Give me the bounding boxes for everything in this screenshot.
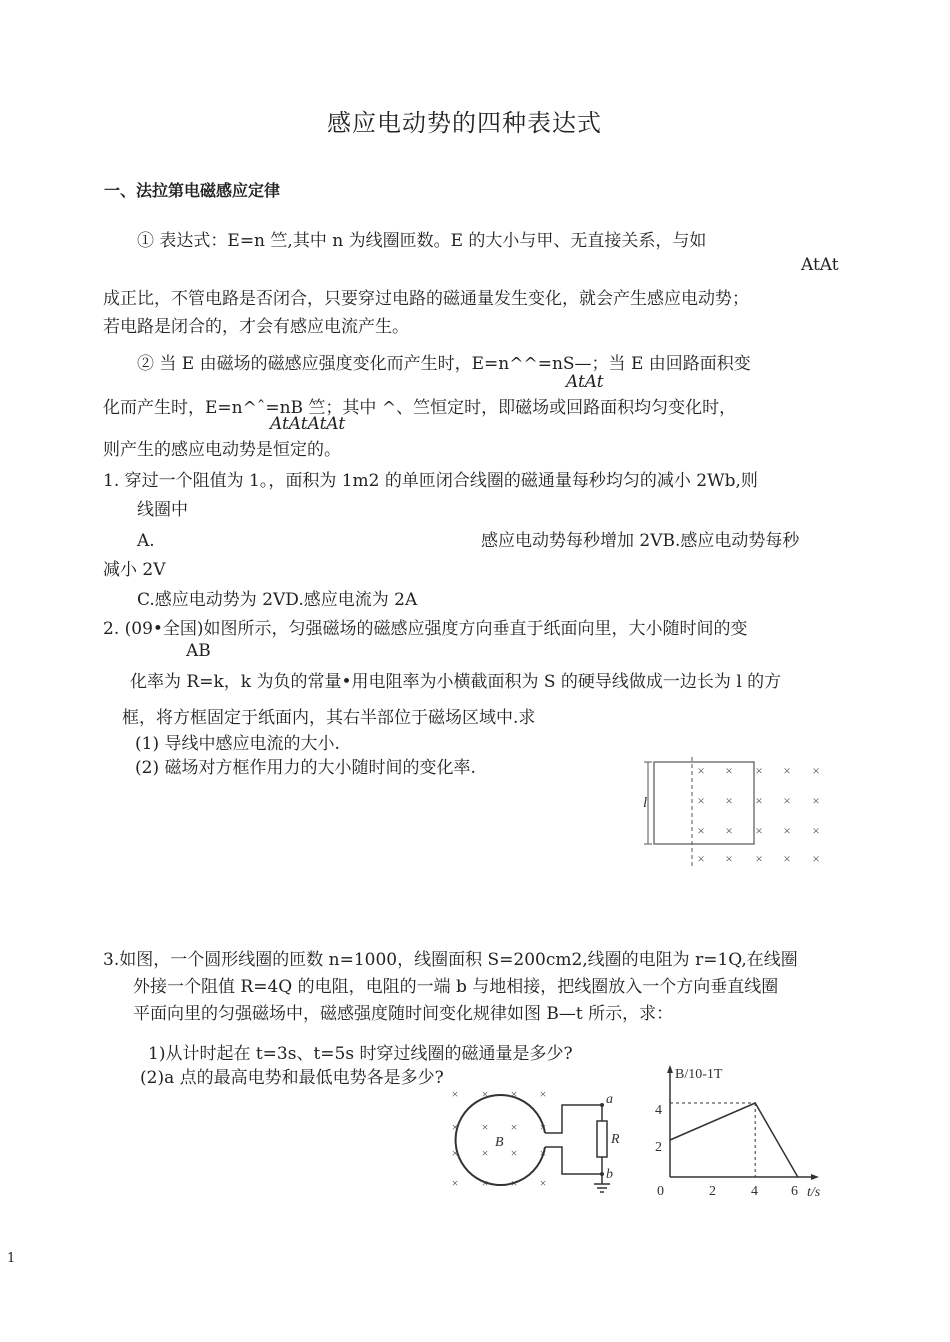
field-cross: × — [451, 1120, 459, 1134]
field-cross: × — [725, 793, 733, 808]
para-1-fraction: AtAt — [801, 255, 839, 275]
field-cross: × — [812, 763, 820, 778]
para-2-line-3: 则产生的感应电动势是恒定的。 — [103, 440, 341, 460]
field-cross: × — [510, 1087, 518, 1101]
question-2-fraction: AB — [186, 641, 211, 661]
field-cross: × — [755, 823, 763, 838]
coil-circuit-figure — [440, 1085, 650, 1200]
field-cross: × — [697, 823, 705, 838]
field-cross: × — [481, 1146, 489, 1160]
field-cross: × — [725, 823, 733, 838]
field-cross: × — [812, 851, 820, 866]
question-1-option-cd: C.感应电动势为 2VD.感应电流为 2A — [137, 590, 418, 610]
question-2-stem-end: 框，将方框固定于纸面内，其右半部位于磁场区域中.求 — [122, 708, 536, 728]
para-1-line-3: 若电路是闭合的，才会有感应电流产生。 — [103, 317, 409, 337]
field-cross: × — [783, 823, 791, 838]
label-field: B — [495, 1135, 504, 1150]
label-r: R — [611, 1132, 620, 1147]
field-cross: × — [697, 851, 705, 866]
field-cross: × — [783, 793, 791, 808]
question-2-part-2: (2) 磁场对方框作用力的大小随时间的变化率. — [135, 758, 476, 778]
x-axis-label: t/s — [807, 1185, 821, 1200]
wire-top — [545, 1105, 602, 1133]
field-cross: × — [539, 1176, 547, 1190]
graph-guides — [669, 1102, 798, 1178]
question-1-option-b-cont: 减小 2V — [103, 560, 166, 580]
question-1-stem: 1. 穿过一个阻值为 1。，面积为 1m2 的单匝闭合线圈的磁通量每秒均匀的减小 2Wb,则 — [103, 471, 758, 491]
field-cross: × — [451, 1176, 459, 1190]
question-1-stem-cont: 线圈中 — [137, 500, 188, 520]
field-cross: × — [451, 1146, 459, 1160]
para-2-line-2: 化而产生时，E=n^ˆ=nB 竺；其中 ^、竺恒定时，即磁场或回路面积均匀变化时， — [103, 398, 737, 418]
field-cross: × — [812, 793, 820, 808]
field-cross: × — [755, 763, 763, 778]
field-cross: × — [755, 793, 763, 808]
field-cross: × — [510, 1176, 518, 1190]
field-cross: × — [725, 851, 733, 866]
field-cross: × — [539, 1087, 547, 1101]
field-cross: × — [451, 1087, 459, 1101]
section-heading: 一、法拉第电磁感应定律 — [104, 181, 281, 200]
page-title: 感应电动势的四种表达式 — [327, 109, 602, 137]
label-a: a — [606, 1092, 613, 1107]
question-2-stem-cont: 化率为 R=k，k 为负的常量•用电阻率为小横截面积为 S 的硬导线做成一边长为 l 的方 — [130, 672, 782, 692]
field-cross: × — [481, 1087, 489, 1101]
y-tick-2: 2 — [655, 1140, 662, 1155]
label-b: b — [606, 1167, 613, 1182]
para-1-line-1: ① 表达式：E=n 竺,其中 n 为线圈匝数。E 的大小与甲、无直接关系，与如 — [137, 231, 707, 251]
wire-bottom — [545, 1147, 602, 1174]
field-cross: × — [510, 1120, 518, 1134]
field-cross: × — [481, 1120, 489, 1134]
field-cross: × — [755, 851, 763, 866]
b-t-series-line — [670, 1103, 798, 1177]
x-tick-2: 2 — [709, 1184, 716, 1199]
question-3-stem-end: 平面向里的匀强磁场中，磁感强度随时间变化规律如图 B—t 所示，求： — [133, 1004, 674, 1024]
field-cross: × — [539, 1120, 547, 1134]
field-cross: × — [783, 763, 791, 778]
resistor — [597, 1121, 607, 1157]
field-cross: × — [539, 1146, 547, 1160]
question-1-option-a: A. — [137, 531, 155, 551]
field-cross: × — [697, 763, 705, 778]
field-cross: × — [481, 1176, 489, 1190]
field-cross: × — [697, 793, 705, 808]
question-1-option-ab: 感应电动势每秒增加 2VB.感应电动势每秒 — [481, 531, 800, 551]
x-tick-0: 0 — [657, 1184, 664, 1199]
field-cross: × — [783, 851, 791, 866]
question-3-part-1: 1)从计时起在 t=3s、t=5s 时穿过线圈的磁通量是多少? — [148, 1044, 573, 1064]
question-3-stem-cont: 外接一个阻值 R=4Q 的电阻，电阻的一端 b 与地相接，把线圈放入一个方向垂直线圈 — [133, 977, 779, 997]
question-2-part-1: (1) 导线中感应电流的大小. — [135, 734, 340, 754]
para-2-fraction-2: AtAtAtAt — [270, 414, 346, 434]
para-1-line-2: 成正比，不管电路是否闭合，只要穿过电路的磁通量发生变化，就会产生感应电动势； — [103, 289, 749, 309]
x-tick-4: 4 — [751, 1184, 758, 1199]
field-cross: × — [812, 823, 820, 838]
x-tick-6: 6 — [791, 1184, 798, 1199]
y-axis-label: B/10-1T — [675, 1067, 723, 1082]
para-2-fraction-1: AtAt — [566, 372, 604, 392]
question-3-part-2: (2)a 点的最高电势和最低电势各是多少? — [140, 1068, 444, 1088]
b-t-graph — [645, 1062, 845, 1202]
field-cross: × — [510, 1146, 518, 1160]
node-a — [600, 1103, 604, 1107]
question-3-stem: 3.如图，一个圆形线圈的匝数 n=1000，线圈面积 S=200cm2,线圈的电阻为 r=1Q,在线圈 — [103, 950, 798, 970]
page-number: 1 — [7, 1251, 16, 1266]
y-tick-4: 4 — [655, 1103, 662, 1118]
length-label: l — [643, 795, 648, 811]
field-cross: × — [725, 763, 733, 778]
question-2-stem: 2. (09•全国)如图所示，匀强磁场的磁感应强度方向垂直于纸面向里，大小随时间的变 — [103, 619, 748, 639]
frame-field-figure — [630, 755, 850, 875]
para-2-line-1: ② 当 E 由磁场的磁感应强度变化而产生时，E=n^^=nS—；当 E 由回路面积变 — [137, 354, 751, 374]
